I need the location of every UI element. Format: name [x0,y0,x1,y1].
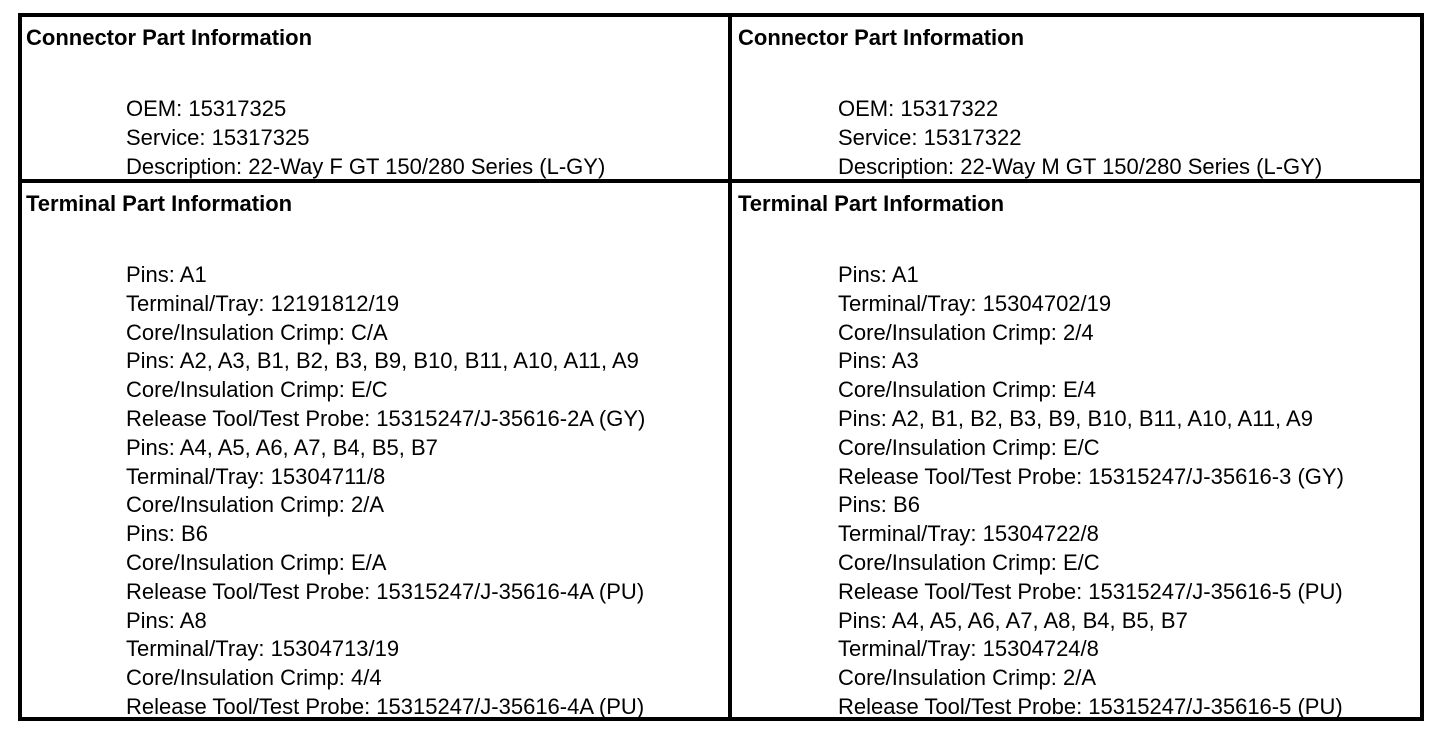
right-terminal-lines [838,261,1424,722]
left-terminal-line: Terminal/Tray: 12191812/19 [126,290,400,316]
left-terminal-line: Core/Insulation Crimp: E/A [126,549,387,575]
right-terminal-line: Release Tool/Test Probe: 15315247/J-35616-5 (PU) [838,578,1343,604]
right-terminal-line: Core/Insulation Crimp: E/C [838,434,1100,460]
left-terminal-lines [126,261,728,722]
right-connector-line: Description: 22-Way M GT 150/280 Series (L-GY) [838,153,1323,179]
left-connector-cell [22,24,728,181]
right-terminal-line: Core/Insulation Crimp: 2/4 [838,319,1094,345]
left-terminal-cell [22,190,728,722]
left-connector-line: Description: 22-Way F GT 150/280 Series (L-GY) [126,153,606,179]
left-terminal-line: Release Tool/Test Probe: 15315247/J-35616-2A (GY) [126,405,646,431]
right-terminal-line: Pins: A3 [838,348,919,374]
left-terminal-line: Pins: A8 [126,607,207,633]
right-connector-line: Service: 15317322 [838,124,1022,150]
left-connector-line: OEM: 15317325 [126,96,287,121]
left-connector-line: Service: 15317325 [126,124,310,150]
right-terminal-line: Pins: A2, B1, B2, B3, B9, B10, B11, A10, A11, A9 [838,405,1313,431]
left-terminal-line: Release Tool/Test Probe: 15315247/J-35616-4A (PU) [126,578,645,604]
right-terminal-line: Core/Insulation Crimp: E/C [838,549,1100,575]
left-terminal-line: Core/Insulation Crimp: 4/4 [126,665,382,691]
right-terminal-line: Terminal/Tray: 15304722/8 [838,521,1099,547]
right-terminal-line: Terminal/Tray: 15304724/8 [838,636,1099,662]
right-connector-title: Connector Part Information [738,25,1025,50]
right-terminal-title: Terminal Part Information [738,191,1005,216]
right-terminal-cell [734,190,1424,722]
left-connector-title: Connector Part Information [26,25,313,50]
left-terminal-line: Core/Insulation Crimp: E/C [126,377,388,403]
left-terminal-line: Pins: B6 [126,521,208,547]
right-connector-line: OEM: 15317322 [838,96,999,121]
right-connector-lines [838,95,1424,181]
left-terminal-line: Core/Insulation Crimp: C/A [126,319,388,345]
right-terminal-line: Release Tool/Test Probe: 15315247/J-35616-3 (GY) [838,463,1344,489]
right-terminal-line: Pins: A4, A5, A6, A7, A8, B4, B5, B7 [838,607,1188,633]
left-terminal-line: Pins: A1 [126,262,207,287]
left-terminal-line: Terminal/Tray: 15304713/19 [126,636,400,662]
right-terminal-line: Terminal/Tray: 15304702/19 [838,290,1112,316]
connector-info-table [18,13,1424,721]
left-terminal-line: Pins: A4, A5, A6, A7, B4, B5, B7 [126,434,438,460]
left-terminal-line: Release Tool/Test Probe: 15315247/J-35616-4A (PU) [126,693,645,719]
right-terminal-line: Core/Insulation Crimp: E/4 [838,377,1096,403]
left-terminal-line: Terminal/Tray: 15304711/8 [126,463,386,489]
left-connector-lines [126,95,728,181]
left-terminal-title: Terminal Part Information [26,191,293,216]
right-terminal-line: Pins: B6 [838,492,920,518]
right-terminal-line: Release Tool/Test Probe: 15315247/J-35616-5 (PU) [838,693,1343,719]
right-connector-cell [734,24,1424,181]
right-terminal-line: Core/Insulation Crimp: 2/A [838,665,1096,691]
left-terminal-line: Core/Insulation Crimp: 2/A [126,492,384,518]
left-terminal-line: Pins: A2, A3, B1, B2, B3, B9, B10, B11, A10, A11, A9 [126,348,639,374]
column-divider [728,17,732,717]
right-terminal-line: Pins: A1 [838,262,919,287]
